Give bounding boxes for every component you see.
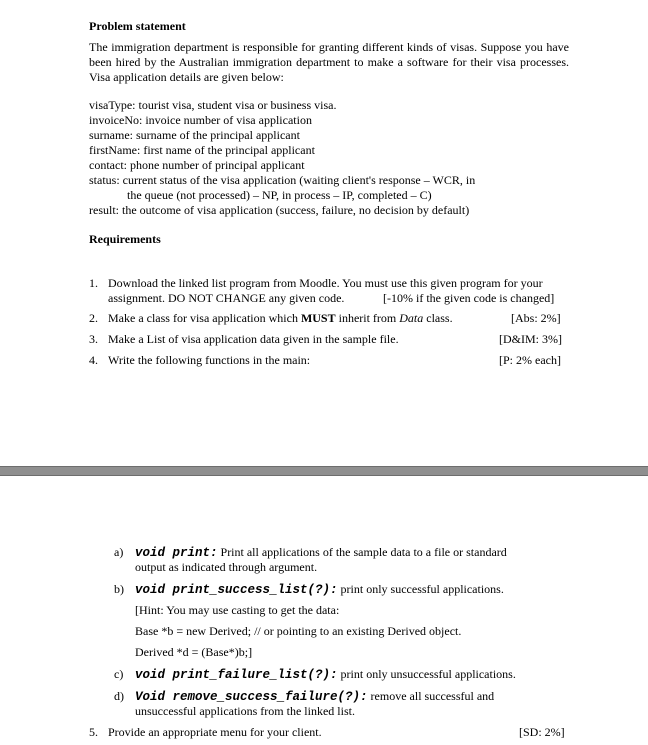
req-1-line1: Download the linked list program from Moodle. You must use this given program for your <box>108 276 543 290</box>
req-5-text: Provide an appropriate menu for your client. <box>108 725 322 739</box>
field-invoiceno: invoiceNo: invoice number of visa application <box>89 113 312 127</box>
problem-intro-paragraph: The immigration department is responsible for granting different kinds of visas. Suppose you have been hired by the Australian immigration department to make a software for their visa processes. Visa application details are given below: <box>89 40 569 84</box>
func-d-line1 <box>135 689 494 705</box>
req-3-number: 3. <box>89 332 98 346</box>
req-2-number: 2. <box>89 311 98 325</box>
field-status: status: current status of the visa application (waiting client's response – WCR, in <box>89 173 476 187</box>
func-c-desc: print only unsuccessful applications. <box>337 667 516 681</box>
problem-statement-heading: Problem statement <box>89 19 186 33</box>
func-c-label: c) <box>114 667 124 681</box>
req-5-number: 5. <box>89 725 98 739</box>
func-b-hint-code2: Derived *d = (Base*)b;] <box>135 645 253 659</box>
func-a-desc2: output as indicated through argument. <box>135 560 318 574</box>
req-2-italic: Data <box>399 311 424 325</box>
func-c-code: void print_failure_list(?): <box>135 668 338 682</box>
field-contact: contact: phone number of principal applicant <box>89 158 305 172</box>
req-2-mid: inherit from <box>335 311 400 325</box>
req-5-mark: [SD: 2%] <box>519 725 565 739</box>
func-a-code: void print: <box>135 546 218 560</box>
func-b-hint: [Hint: You may use casting to get the data: <box>135 603 340 617</box>
req-1-number: 1. <box>89 276 98 290</box>
field-status-continued: the queue (not processed) – NP, in process – IP, completed – C) <box>127 188 432 202</box>
req-2-mark: [Abs: 2%] <box>511 311 561 325</box>
field-visatype: visaType: tourist visa, student visa or business visa. <box>89 98 337 112</box>
req-2-post: class. <box>423 311 453 325</box>
func-b-line1 <box>135 582 504 598</box>
func-a-desc: Print all applications of the sample data to a file or standard <box>217 545 507 559</box>
req-2-pre: Make a class for visa application which <box>108 311 301 325</box>
req-1-mark: [-10% if the given code is changed] <box>383 291 555 305</box>
page-separator <box>0 466 648 476</box>
func-d-code: Void remove_success_failure(?): <box>135 690 368 704</box>
func-d-desc: remove all successful and <box>367 689 495 703</box>
field-surname: surname: surname of the principal applicant <box>89 128 300 142</box>
func-b-hint-code1: Base *b = new Derived; // or pointing to an existing Derived object. <box>135 624 462 638</box>
field-result: result: the outcome of visa application (success, failure, no decision by default) <box>89 203 470 217</box>
req-4-number: 4. <box>89 353 98 367</box>
func-d-label: d) <box>114 689 124 703</box>
req-3-text: Make a List of visa application data given in the sample file. <box>108 332 399 346</box>
func-a-line1 <box>135 545 507 561</box>
req-1-line2: assignment. DO NOT CHANGE any given code. <box>108 291 345 305</box>
req-3-mark: [D&IM: 3%] <box>499 332 562 346</box>
func-c-line1 <box>135 667 516 683</box>
func-a-label: a) <box>114 545 124 559</box>
func-d-desc2: unsuccessful applications from the linked list. <box>135 704 355 718</box>
func-b-desc: print only successful applications. <box>337 582 504 596</box>
requirements-heading: Requirements <box>89 232 161 246</box>
func-b-code: void print_success_list(?): <box>135 583 338 597</box>
document-page-2 <box>0 476 648 745</box>
field-firstname: firstName: first name of the principal applicant <box>89 143 315 157</box>
req-2-emph: MUST <box>300 311 336 325</box>
req-2-text <box>108 311 453 326</box>
func-b-label: b) <box>114 582 124 596</box>
req-4-text: Write the following functions in the main: <box>108 353 311 367</box>
req-4-mark: [P: 2% each] <box>499 353 561 367</box>
